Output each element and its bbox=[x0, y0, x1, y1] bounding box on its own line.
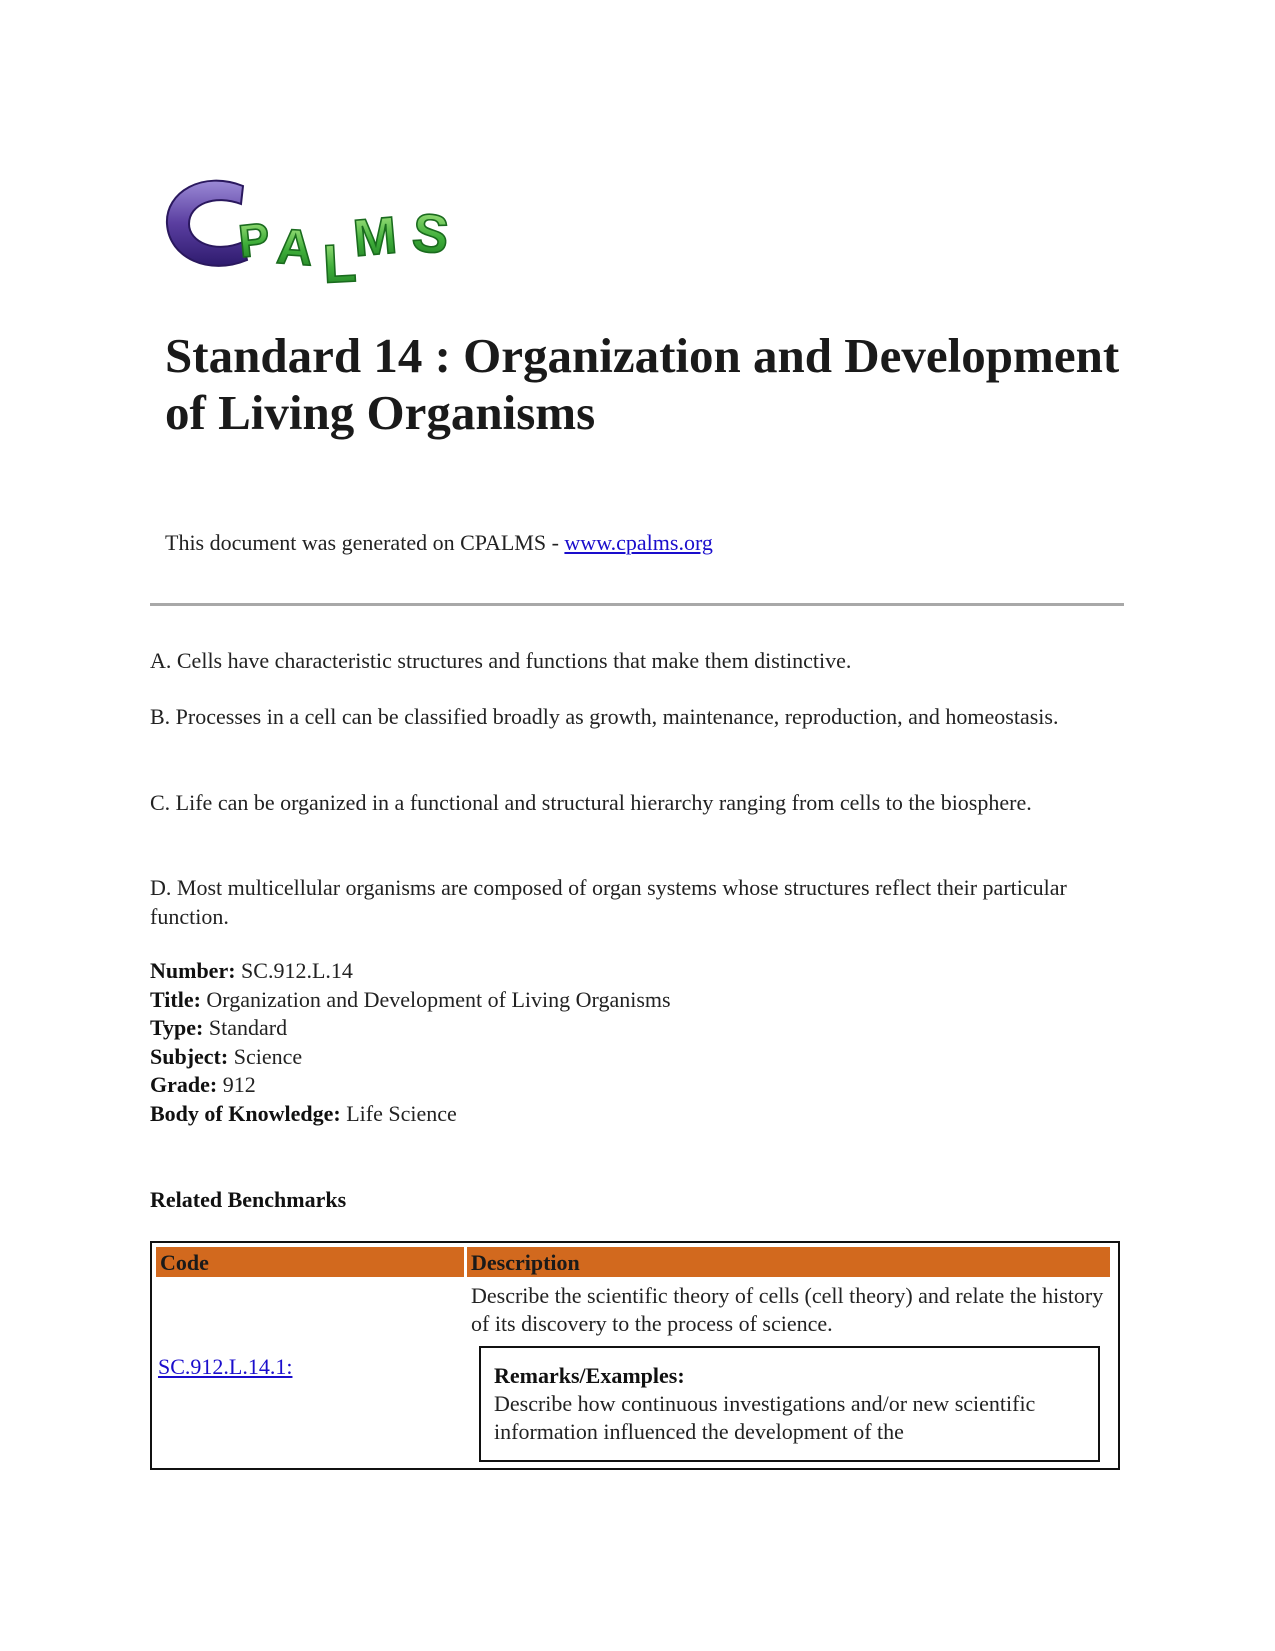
svg-text:L: L bbox=[321, 233, 358, 295]
paragraph-c: C. Life can be organized in a functional and structural hierarchy ranging from cells to the biosphere. bbox=[150, 790, 1032, 815]
generated-note bbox=[165, 529, 713, 557]
svg-text:P: P bbox=[236, 212, 273, 268]
svg-text:M: M bbox=[351, 206, 400, 269]
meta-grade: Grade: 912 bbox=[150, 1072, 256, 1097]
svg-text:S: S bbox=[409, 202, 452, 266]
column-header-code: Code bbox=[156, 1247, 464, 1277]
cpalms-logo bbox=[163, 172, 483, 297]
generated-prefix: This document was generated on CPALMS - bbox=[165, 530, 565, 555]
meta-type: Type: Standard bbox=[150, 1015, 288, 1040]
meta-number: Number: SC.912.L.14 bbox=[150, 958, 353, 983]
related-benchmarks-heading: Related Benchmarks bbox=[150, 1187, 347, 1212]
column-header-description: Description bbox=[467, 1247, 1110, 1277]
paragraph-b: B. Processes in a cell can be classified broadly as growth, maintenance, reproduction, and homeostasis. bbox=[150, 704, 1059, 729]
svg-text:A: A bbox=[274, 217, 315, 277]
cpalms-link[interactable]: www.cpalms.org bbox=[564, 530, 713, 555]
page-title: Standard 14 : Organization and Development of Living Organisms bbox=[165, 328, 1120, 440]
meta-body-of-knowledge: Body of Knowledge: Life Science bbox=[150, 1100, 457, 1126]
remarks-label: Remarks/Examples: bbox=[494, 1363, 685, 1388]
standard-metadata bbox=[150, 957, 671, 1128]
paragraph-d: D. Most multicellular organisms are composed of organ systems whose structures reflect their particular function. bbox=[150, 875, 1067, 929]
paragraph-a: A. Cells have characteristic structures and functions that make them distinctive. bbox=[150, 648, 852, 673]
meta-subject: Subject: Science bbox=[150, 1043, 303, 1069]
horizontal-divider bbox=[150, 603, 1124, 606]
benchmark-code-link[interactable]: SC.912.L.14.1: bbox=[158, 1354, 293, 1379]
benchmark-description: Describe the scientific theory of cells (cell theory) and relate the history of its discovery to the process of science. bbox=[471, 1283, 1104, 1336]
remarks-text: Describe how continuous investigations and/or new scientific information influenced the development of the bbox=[494, 1391, 1036, 1444]
meta-title: Title: Organization and Development of Living Organisms bbox=[150, 986, 671, 1012]
benchmarks-table bbox=[150, 1241, 1120, 1470]
remarks-box bbox=[479, 1346, 1100, 1462]
benchmark-code-cell bbox=[158, 1353, 292, 1381]
